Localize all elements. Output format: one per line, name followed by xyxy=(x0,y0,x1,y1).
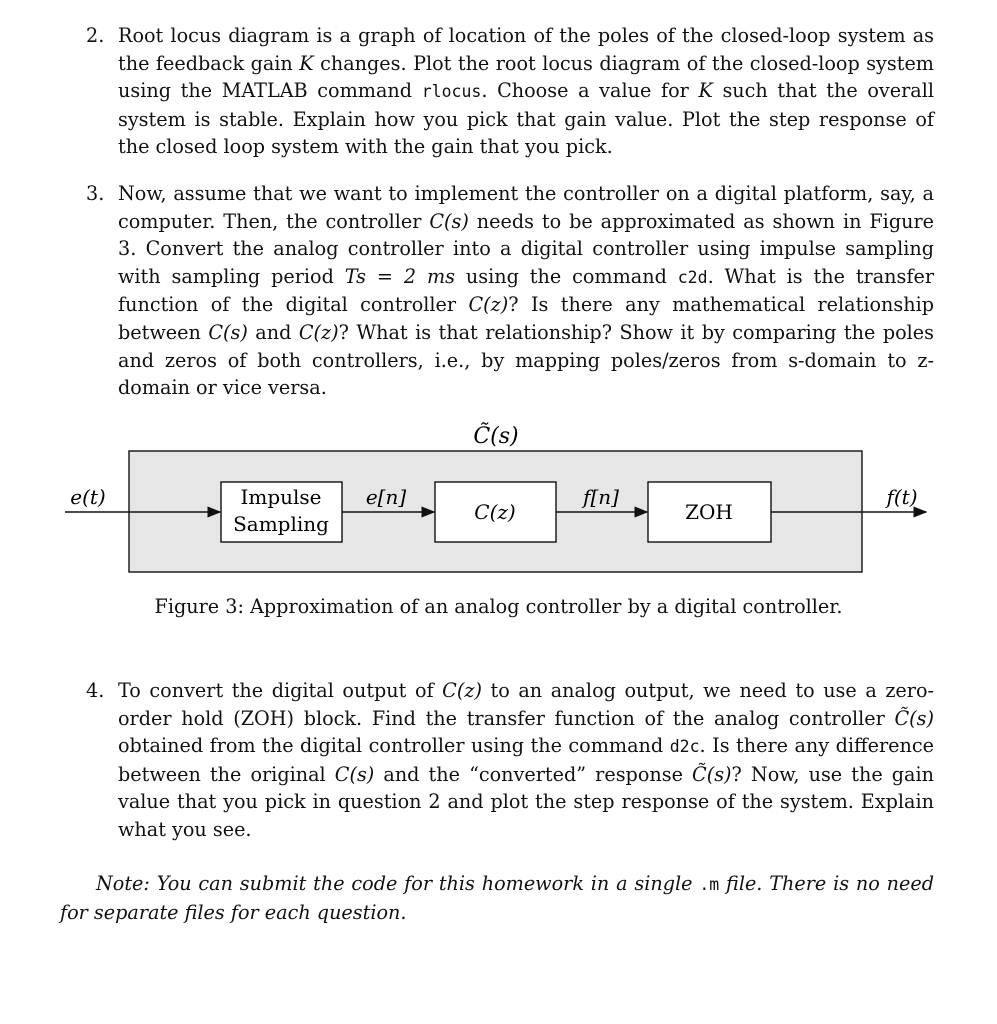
sampled-signal-label: e[n] xyxy=(365,485,407,509)
question-number: 2. xyxy=(86,24,105,47)
math-expression: C(z) xyxy=(442,679,482,702)
math-expression: Ts = 2 ms xyxy=(344,264,456,288)
math-expression: C(z) xyxy=(298,320,339,344)
digital-output-label: f[n] xyxy=(583,485,619,509)
input-signal-label: e(t) xyxy=(70,485,106,509)
question-number: 4. xyxy=(86,679,105,702)
matlab-command: rlocus xyxy=(421,82,482,102)
math-expression: C(s) xyxy=(334,762,375,786)
question-2 xyxy=(86,22,934,161)
math-expression: C(s) xyxy=(429,209,469,233)
question-number: 3. xyxy=(86,182,105,205)
block-diagram xyxy=(0,418,997,623)
question-4 xyxy=(86,677,934,844)
impulse-sampling-label-line2: Sampling xyxy=(233,512,329,536)
math-expression: C(z) xyxy=(468,293,509,317)
math-expression: C̃(s) xyxy=(692,762,732,786)
figure-caption: Figure 3: Approximation of an analog controller by a digital controller. xyxy=(154,595,843,618)
matlab-command: d2c xyxy=(669,737,700,757)
math-expression: C̃(s) xyxy=(894,706,934,730)
matlab-command: c2d xyxy=(677,267,708,287)
output-signal-label: f(t) xyxy=(886,485,918,509)
file-extension: .m xyxy=(699,875,720,894)
digital-controller-label: C(z) xyxy=(474,500,516,524)
question-3 xyxy=(86,180,934,402)
question-3-text: Now, assume that we want to implement the controller on a digital platform, say, a computer. Then, the controller C(s) needs to be approximated as shown in Figure 3. Convert the analog controller into a digital controller using impulse sampling with sampling period Ts = 2 ms using the command c2d. What is the transfer function of the digital controller C(z)? Is there any mathematical relationship between C(s) and C(z)? What is that relationship? Show it by comparing the poles and zeros of both controllers, i.e., by mapping poles/zeros from s-domain to z-domain or vice versa. xyxy=(118,182,935,400)
question-4-text: To convert the digital output of C(z) to an analog output, we need to use a zero-order hold (ZOH) block. Find the transfer function of the analog controller C̃(s) obtained from the digital controller using the command d2c. Is there any difference between the original C(s) and the “converted” response C̃(s)? Now, use the gain value that you pick in question 2 and plot the step response of the system. Explain what you see. xyxy=(118,679,934,841)
gain-symbol: K xyxy=(698,79,713,103)
question-2-text: Root locus diagram is a graph of location of the poles of the closed-loop system as the feedback gain K changes. Plot the root locus diagram of the closed-loop system using the MATLAB command rlocus. Choose a value for K such that the overall system is stable. Explain how you pick that gain value. Plot the step response of the closed loop system with the gain that you pick. xyxy=(118,24,934,159)
enclosure-label: C̃(s) xyxy=(473,424,519,449)
impulse-sampling-label-line1: Impulse xyxy=(240,485,322,509)
math-expression: C(s) xyxy=(208,320,248,344)
zoh-label: ZOH xyxy=(685,500,733,524)
note: Note: You can submit the code for this homework in a single .m file. There is no need for separate files for each question. xyxy=(60,872,934,924)
gain-symbol: K xyxy=(299,51,314,75)
